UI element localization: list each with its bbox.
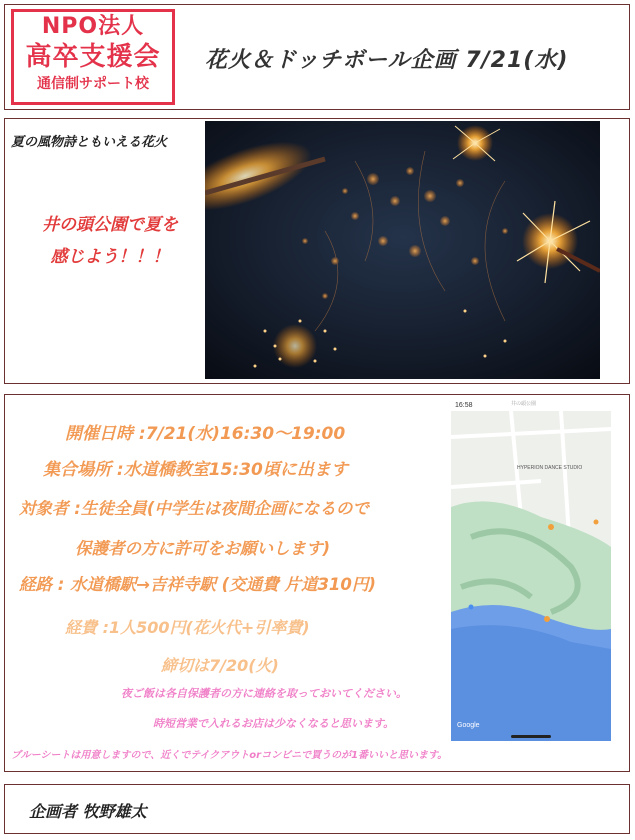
logo-line-3: 通信制サポート校 (37, 76, 149, 92)
note-restaurants: 時短営業で入れるお店は少なくなると思います。 (153, 717, 395, 730)
hero-panel (4, 118, 630, 384)
deadline: 締切は7/20(火) (161, 656, 279, 675)
header-panel (4, 4, 630, 110)
info-panel (4, 394, 630, 772)
event-title: 花火＆ドッチボール企画 7/21(水) (205, 48, 569, 73)
meeting-place: 集合場所 :水道橋教室15:30頃に出ます (43, 460, 348, 480)
target-line-2: 保護者の方に許可をお願いします) (75, 539, 331, 558)
hero-callout (15, 209, 205, 273)
event-date: 開催日時 :7/21(水)16:30〜19:00 (65, 424, 346, 444)
hero-caption: 夏の風物詩ともいえる花火 (11, 135, 168, 150)
route: 経路 : 水道橋駅→吉祥寺駅 (交通費 片道310円) (19, 575, 376, 594)
npo-logo (11, 9, 175, 105)
map-studio-label: HYPERION DANCE STUDIO (517, 465, 583, 471)
hero-callout-line-1: 井の頭公園で夏を (42, 215, 178, 235)
map-status-time: 16:58 (455, 402, 473, 409)
map-screenshot (451, 397, 611, 741)
sparkler-photo (205, 121, 600, 379)
cost: 経費 :1人500円(花火代+引率費) (65, 618, 310, 637)
logo-line-1: NPO法人 (41, 14, 145, 39)
note-blue-sheet: ブルーシートは用意しますので、近くでテイクアウトorコンビニで買うのが1番いいと思います。 (11, 750, 448, 761)
target-line-1: 対象者 :生徒全員(中学生は夜間企画になるので (19, 499, 369, 518)
logo-line-2: 高卒支援会 (25, 42, 161, 72)
footer-panel (4, 784, 630, 834)
organizer-name: 企画者 牧野雄太 (29, 802, 147, 821)
note-dinner: 夜ご飯は各自保護者の方に連絡を取っておいてください。 (121, 687, 407, 700)
map-search-hint: 井の頭公園 (511, 401, 537, 407)
map-google-brand: Google (457, 722, 480, 729)
hero-callout-line-2: 感じよう！！！ (50, 247, 170, 267)
